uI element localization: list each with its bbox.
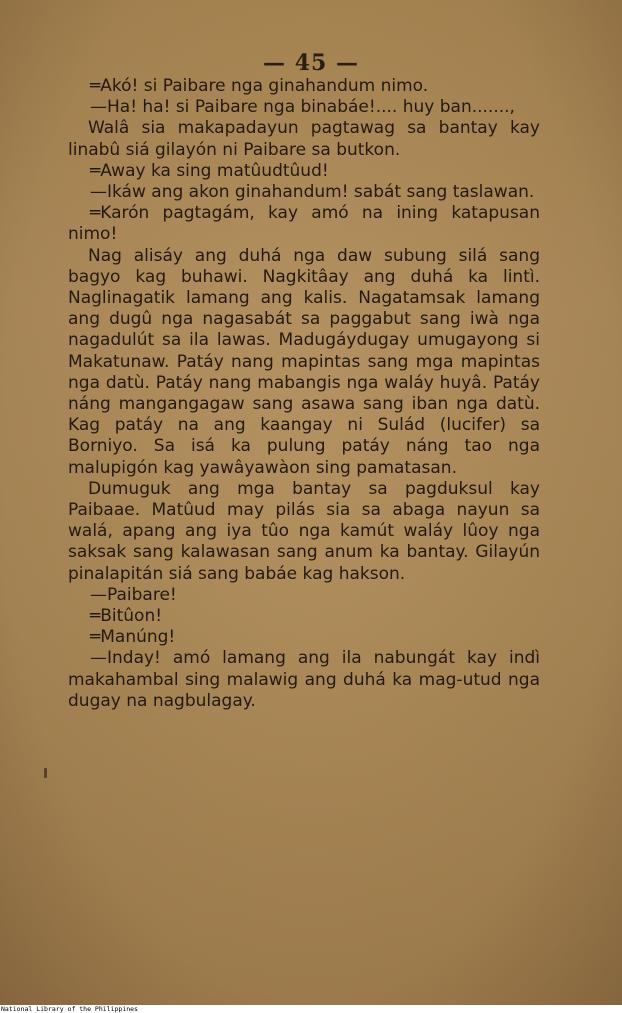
paragraph: —Ikáw ang akon ginahandum! sabát sang taslawan.: [90, 182, 535, 203]
paragraph: —Inday! amó lamang ang ila nabungát kay indì makahambal sing malawig ang duhá ka mag-utud nga dugay na nagbulagay.: [68, 648, 540, 711]
ink-speck: [44, 768, 47, 778]
paragraph: Nag alisáy ang duhá nga daw subung silá sang bagyo kag buhawi. Nagkitâay ang duhá ka lintì. Naglinagatik lamang ang kalis. Nagatamsak lamang ang dugû nga nagasabát sa paggabut sang iwà nga nagadulút sa ila lawas. Madugáydugay umugayong si Makatunaw. Patáy nang mapintas sang mga mapintas nga datù. Patáy nang mabangis nga waláy huyâ. Patáy náng mangangagaw sang asawa sang iban nga datù. Kag patáy na ang kaangay ni Sulád (lucifer) sa Borniyo. Sa isá ka pulung patáy náng tao nga malupigón kag yawâyawàon sing pamatasan.: [68, 245, 540, 478]
paragraph: ═Akó! si Paibare nga ginahandum nimo.: [90, 76, 429, 96]
body-text: [68, 76, 540, 712]
paragraph: ═Karón pagtagám, kay amó na ining katapusan nimo!: [68, 203, 540, 245]
page-number: — 45 —: [263, 50, 359, 76]
paragraph: ═Bitûon!: [90, 606, 163, 627]
paragraph: Dumuguk ang mga bantay sa pagduksul kay Paibaae. Matûud may pilás sia sa abaga nayun sa walá, apang ang iya tûo nga kamút waláy lûoy nga saksak sang kalawasan sang anum ka bantay. Gilayún pinalapitán siá sang babáe kag hakson.: [68, 478, 540, 584]
paragraph: —Paibare!: [90, 584, 177, 605]
paragraph: ═Away ka sing matûudtûud!: [90, 160, 329, 181]
paragraph: ═Manúng!: [90, 627, 176, 648]
paragraph: —Ha! ha! si Paibare nga binabáe!.... huy ban.......,: [90, 97, 515, 118]
footer-credit: National Library of the Philippines: [1, 1005, 138, 1013]
paragraph: Walâ sia makapadayun pagtawag sa bantay kay linabû siá gilayón ni Paibare sa butkon.: [68, 118, 540, 160]
